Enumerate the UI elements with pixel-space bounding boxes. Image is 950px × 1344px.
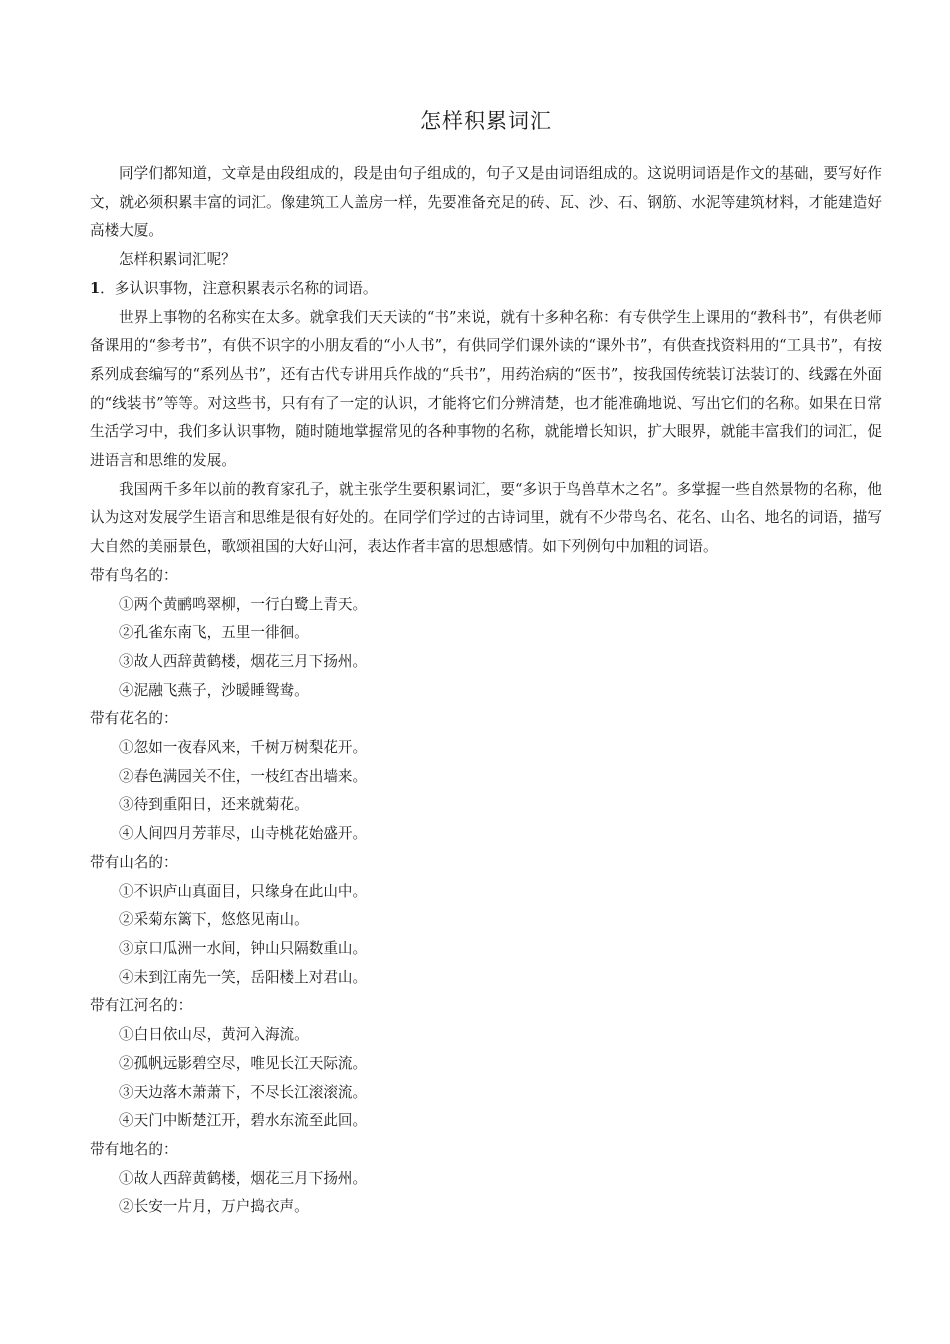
- group-heading-birds: 带有鸟名的：: [90, 566, 178, 584]
- body-paragraph-1: 世界上事物的名称实在太多。就拿我们天天读的“书”来说，就有十多种名称：有专供学生上课用的“教科书”，有供老师备课用的“参考书”，有供不识字的小朋友看的“小人书”，有供同学们课外读的“课外书”，有供查找资料用的“工具书”，有按系列成套编写的“系列丛书”，还有古代专讲用兵作战的“兵书”，用药治病的“医书”，按我国传统装订法装订的、线露在外面的“线装书”等等。对这些书，只有有了一定的认识，才能将它们分辨清楚，也才能准确地说、写出它们的名称。如果在日常生活学习中，我们多认识事物，随时随地掌握常见的各种事物的名称，就能增长知识，扩大眼界，就能丰富我们的词汇，促进语言和思维的发展。: [90, 308, 882, 470]
- question-line: 怎样积累词汇呢？: [119, 251, 236, 269]
- example-line: ②孤帆远影碧空尽，唯见长江天际流。: [119, 1054, 368, 1072]
- example-line: ③天边落木萧萧下，不尽长江滚滚流。: [119, 1083, 368, 1101]
- example-line: ①两个黄鹂鸣翠柳，一行白鹭上青天。: [119, 595, 368, 613]
- group-heading-flowers: 带有花名的：: [90, 710, 178, 728]
- example-line: ②孔雀东南飞，五里一徘徊。: [119, 624, 309, 642]
- section-heading-text: ．多认识事物，注意积累表示名称的词语。: [100, 279, 378, 297]
- group-heading-places: 带有地名的：: [90, 1140, 178, 1158]
- intro-paragraph: 同学们都知道，文章是由段组成的，段是由句子组成的，句子又是由词语组成的。这说明词语是作文的基础，要写好作文，就必须积累丰富的词汇。像建筑工人盖房一样，先要准备充足的砖、瓦、沙、石、钢筋、水泥等建筑材料，才能建造好高楼大厦。: [90, 165, 882, 240]
- example-line: ②长安一片月，万户捣衣声。: [119, 1198, 309, 1216]
- document-title: 怎样积累词汇: [420, 109, 552, 133]
- example-line: ④天门中断楚江开，碧水东流至此回。: [119, 1112, 368, 1130]
- example-line: ①故人西辞黄鹤楼，烟花三月下扬州。: [119, 1169, 368, 1187]
- example-line: ③京口瓜洲一水间，钟山只隔数重山。: [119, 939, 368, 957]
- example-line: ①不识庐山真面目，只缘身在此山中。: [119, 882, 368, 900]
- example-line: ③待到重阳日，还来就菊花。: [119, 796, 309, 814]
- group-heading-mountains: 带有山名的：: [90, 853, 178, 871]
- document-page: [90, 0, 882, 1222]
- example-line: ④未到江南先一笑，岳阳楼上对君山。: [119, 968, 368, 986]
- section-number: 1: [90, 279, 101, 297]
- example-line: ③故人西辞黄鹤楼，烟花三月下扬州。: [119, 652, 368, 670]
- example-line: ①白日依山尽，黄河入海流。: [119, 1026, 309, 1044]
- group-heading-rivers: 带有江河名的：: [90, 997, 193, 1015]
- example-line: ④泥融飞燕子，沙暖睡鸳鸯。: [119, 681, 309, 699]
- example-line: ②采菊东篱下，悠悠见南山。: [119, 911, 309, 929]
- section-1-heading: [90, 275, 882, 304]
- example-line: ①忽如一夜春风来，千树万树梨花开。: [119, 739, 368, 757]
- example-line: ④人间四月芳菲尽，山寺桃花始盛开。: [119, 825, 368, 843]
- body-paragraph-2: 我国两千多年以前的教育家孔子，就主张学生要积累词汇，要“多识于鸟兽草木之名”。多掌握一些自然景物的名称，他认为这对发展学生语言和思维是很有好处的。在同学们学过的古诗词里，就有不少带鸟名、花名、山名、地名的词语，描写大自然的美丽景色，歌颂祖国的大好山河，表达作者丰富的思想感情。如下列例句中加粗的词语。: [90, 480, 882, 556]
- example-line: ②春色满园关不住，一枝红杏出墙来。: [119, 767, 368, 785]
